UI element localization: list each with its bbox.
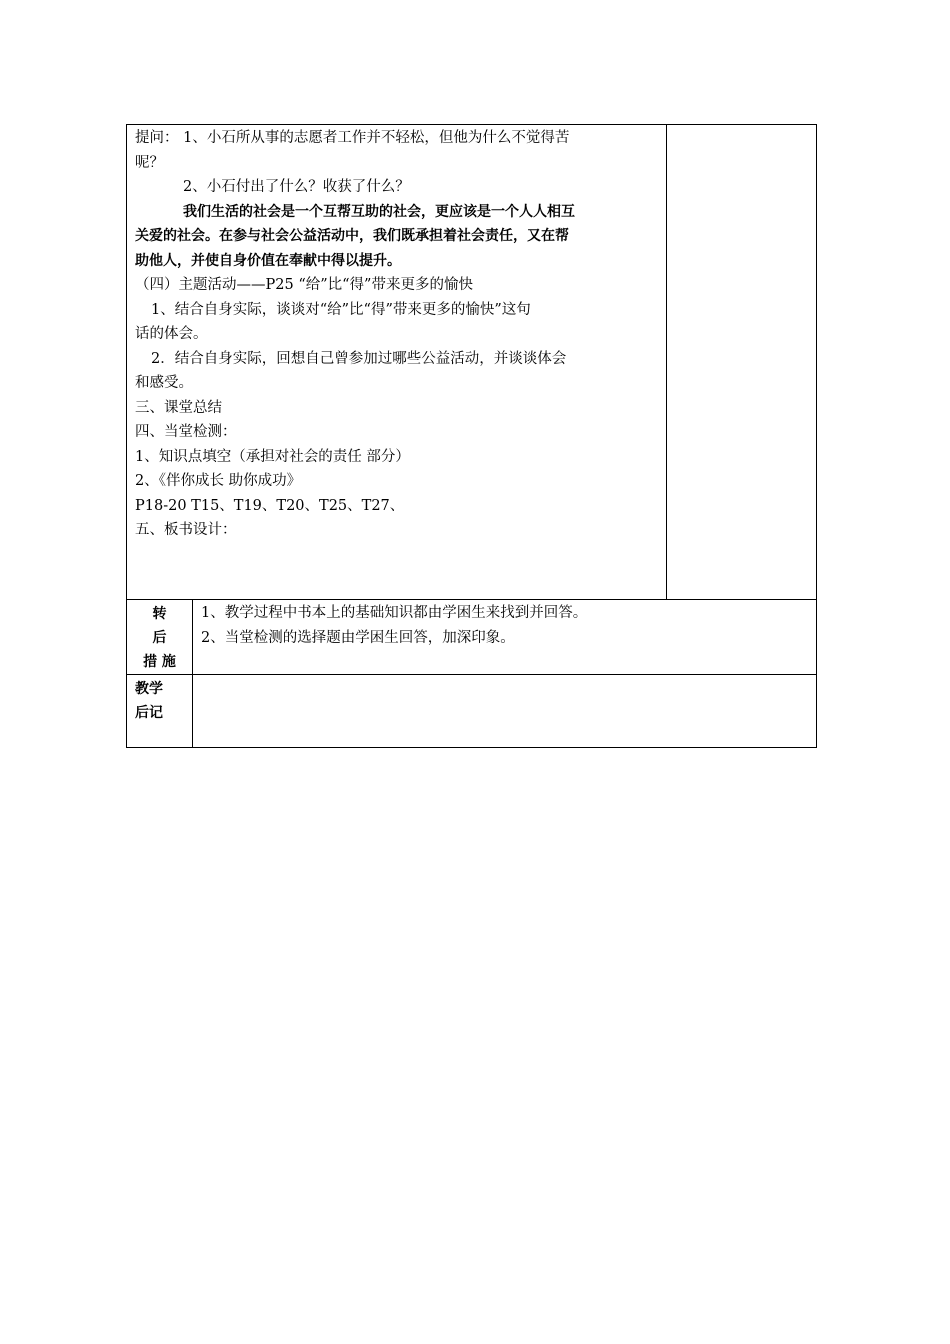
content-line-13: 1、知识点填空（承担对社会的责任 部分） — [135, 448, 410, 465]
content-line-6: （四）主题活动——P25 “给”比“得”带来更多的愉快 — [135, 277, 473, 293]
zhuanhou-item-0: 1、教学过程中书本上的基础知识都由学困生来找到并回答。 — [201, 605, 588, 621]
houji-label-line-0: 教学 — [135, 681, 163, 697]
content-line-4: 关爱的社会。在参与社会公益活动中，我们既承担着社会责任，又在帮 — [135, 228, 569, 244]
zhuanhou-label-line-0: 转 — [152, 606, 167, 622]
content-line-7: 1、结合自身实际，谈谈对“给”比“得”带来更多的愉快”这句 — [151, 301, 531, 318]
zhuanhou-content-cell — [193, 600, 817, 675]
zhuanhou-item-1: 2、当堂检测的选择题由学困生回答，加深印象。 — [201, 629, 515, 646]
content-line-5: 助他人，并使自身价值在奉献中得以提升。 — [135, 252, 401, 269]
zhuanhou-label-line-2: 措 施 — [143, 654, 176, 670]
content-line-15: P18-20 T15、T19、T20、T25、T27、 — [135, 497, 405, 514]
content-line-12: 四、当堂检测： — [135, 424, 237, 440]
content-line-11: 三、课堂总结 — [135, 399, 222, 416]
main-row — [127, 125, 817, 600]
content-line-10: 和感受。 — [135, 375, 193, 391]
teaching-process-cell — [127, 125, 667, 600]
houji-label-line-1: 后记 — [135, 705, 163, 721]
content-line-0: 提问： 1、小石所从事的志愿者工作并不轻松，但他为什么不觉得苦 — [135, 130, 570, 146]
content-line-16: 五、板书设计： — [135, 522, 237, 538]
zhuanhou-label-line-1: 后 — [152, 630, 167, 646]
zhuanhou-row — [127, 600, 817, 675]
notes-side-cell — [667, 125, 817, 600]
content-line-8: 话的体会。 — [135, 326, 208, 342]
content-line-3: 我们生活的社会是一个互帮互助的社会，更应该是一个人人相互 — [183, 203, 575, 220]
content-line-14: 2、《伴你成长 助你成功》 — [135, 473, 302, 489]
houji-row — [127, 675, 817, 748]
zhuanhou-label-cell — [127, 600, 193, 675]
content-line-9: 2．结合自身实际，回想自己曾参加过哪些公益活动，并谈谈体会 — [151, 350, 567, 367]
houji-label-cell — [127, 675, 193, 748]
houji-content-cell — [193, 675, 817, 748]
content-line-2: 2、小石付出了什么？收获了什么？ — [183, 179, 410, 195]
content-line-1: 呢？ — [135, 154, 164, 171]
lesson-plan-table — [126, 124, 817, 748]
